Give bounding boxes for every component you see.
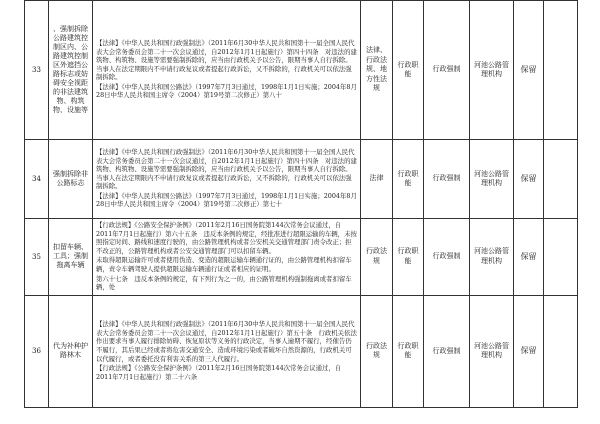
power-name: 代为补种护路林木 (49, 295, 93, 407)
row-number: 35 (25, 219, 49, 296)
result: 保留 (514, 219, 544, 296)
result: 保留 (514, 1, 544, 140)
agency: 河池公路管理机构 (470, 219, 514, 296)
power-type: 行政强制 (424, 1, 470, 140)
legal-basis (93, 219, 361, 296)
category: 行政职能 (393, 219, 424, 296)
power-type: 行政强制 (424, 219, 470, 296)
power-name: 扣留车辆、工具；强制拖离车辆 (49, 219, 93, 296)
basis-level: 行政法规 (361, 295, 393, 407)
note-cell (544, 295, 578, 407)
agency: 河池公路管理机构 (470, 295, 514, 407)
row-number: 33 (25, 1, 49, 140)
basis-paragraph: 【法律】《中华人民共和国行政强制法》（2011年6月30中华人民共和国第十一届全国人民代表大会常务委员会第二十一次会议通过，自2012年1月1日起施行）第四十四条 对违法的建筑物、构筑物、设施等需要强制拆除的，应当由行政机关予以公告，限期当事人自行拆除。当事人在法定期限内不申请行政复议或者提起行政诉讼，又不拆除的，行政机关可以依法强制拆除。 (96, 38, 357, 82)
basis-paragraph: 【行政法规】《公路安全保护条例》（2011年2月16日国务院第144次常务会议通过，自2011年7月1日起施行）第二十六条 (96, 364, 342, 381)
note-cell (544, 140, 578, 219)
powers-table (24, 0, 578, 408)
note-cell (544, 1, 578, 140)
legal-basis (93, 140, 361, 219)
basis-paragraph: 【法律】《中华人民共和国公路法》（1997年7月3日通过，1998年1月1日实施；2004年8月28日中华人民共和国主席令（2004）第19号第二次修正）第七十 (96, 191, 357, 209)
power-name: 、强制拆除公路建筑控制区内、公路建筑控制区外遮挡公路标志或妨碍安全视距的非法建筑物、构筑物、设施等 (49, 1, 93, 140)
table-row (25, 140, 578, 219)
row-number: 34 (25, 140, 49, 219)
basis-paragraph: 【法律】《中华人民共和国行政强制法》（2011年6月30中华人民共和国第十一届全国人民代表大会常务委员会第二十一次会议通过，自2012年1月1日起施行）第四十四条 对违法的建筑物、构筑物、设施等需要强制拆除的，应当由行政机关予以公告，限期当事人自行拆除。当事人在法定期限内不申请行政复议或者提起行政诉讼，又不拆除的，行政机关可以依法强制拆除。 (96, 147, 357, 191)
row-number: 36 (25, 295, 49, 407)
basis-level: 行政法规 (361, 219, 393, 296)
result: 保留 (514, 295, 544, 407)
agency: 河池公路管理机构 (470, 140, 514, 219)
category: 行政职能 (393, 140, 424, 219)
table-row (25, 295, 578, 407)
table-row (25, 1, 578, 140)
legal-basis (93, 1, 361, 140)
basis-paragraph: 第六十七条 违反本条例的规定，有下列行为之一的，由公路管理机构强制拖离或者扣留车辆，处 (96, 274, 352, 292)
basis-paragraph: 未取得超限运输许可或者使用伪造、变造的超限运输车辆通行证的，由公路管理机构扣留车辆，责令车辆驾驶人提供超限运输车辆通行证或者相应的证明。 (96, 256, 352, 273)
power-type: 行政强制 (424, 140, 470, 219)
result: 保留 (514, 140, 544, 219)
agency: 河池公路管理机构 (470, 1, 514, 140)
basis-level: 法律、行政法规、地方性法规 (361, 1, 393, 140)
note-cell (544, 219, 578, 296)
basis-paragraph: 【法律】《中华人民共和国公路法》（1997年7月3日通过，1998年1月1日实施；2004年8月28日中华人民共和国主席令（2004）第19号第二次修正）第八十 (96, 82, 357, 100)
basis-paragraph: 【行政法规】《公路安全保护条例》（2011年2月16日国务院第144次常务会议通过，自2011年7月1日起施行）第六十五条 违反本条例的规定，经批准进行超限运输的车辆，未按照指定时间、路线和速度行驶的，由公路管理机构或者公安机关交通管理部门责令改正；拒不改正的，公路管理机构或者公安交通管理部门可以扣留车辆。 (96, 221, 357, 255)
category: 行政职能 (393, 1, 424, 140)
power-name: 强制拆除非公路标志 (49, 140, 93, 219)
legal-basis (93, 295, 361, 407)
basis-level: 法律 (361, 140, 393, 219)
category: 行政职能 (393, 295, 424, 407)
table-row (25, 219, 578, 296)
power-type: 行政强制 (424, 295, 470, 407)
basis-paragraph: 【法律】《中华人民共和国行政强制法》（2011年6月30中华人民共和国第十一届全国人民代表大会常务委员会第二十一次会议通过，自2012年1月1日起施行）第五十条 行政机关依法作出要求当事人履行排除妨碍、恢复原状等义务的行政决定，当事人逾期不履行，经催告仍不履行，其后果已经或者将危害交通安全、造成环境污染或者破坏自然资源的，行政机关可以代履行，或者委托没有利害关系的第三人代履行。 (96, 320, 357, 363)
